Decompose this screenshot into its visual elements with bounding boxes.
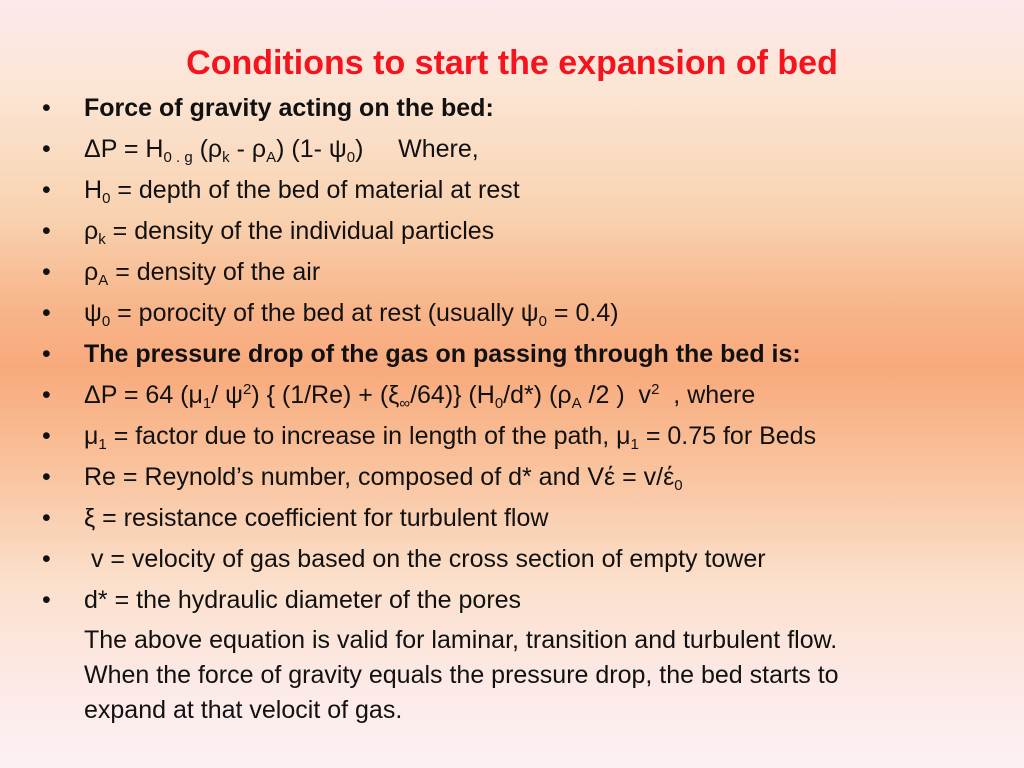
bullet-icon: • <box>42 94 51 122</box>
paragraph-line: expand at that velocit of gas. <box>84 696 403 724</box>
conclusion-paragraph <box>84 623 1004 728</box>
bullet-text: $\rho_k$ = density of the individual particles <box>84 217 495 248</box>
bullet-icon: • <box>42 135 51 163</box>
bullet-icon: • <box>42 299 51 327</box>
bullet-text: ξ = resistance coefficient for turbulent flow <box>84 504 549 532</box>
bullet-text: Re = Reynold’s number, composed of d* and $Vέ = v/έ_0$ <box>84 463 683 494</box>
bullet-text: Force of gravity acting on the bed: <box>84 94 494 122</box>
bullet-text: $\Delta P = H_{0 . g}$ $(\rho_k - \rho_A)$ (1- $\psi_0$) Where, <box>84 135 479 166</box>
bullet-text: ΔP = 64 ($\mu_1/$ $\psi^2$) { $(1/Re) + (\xi_\infty/64)$} $(H_0/d*)$ ($\rho_A$ /2 ) $v^2$ , where <box>84 381 756 412</box>
bullet-icon: • <box>42 176 51 204</box>
bullet-text: $H_0$ = depth of the bed of material at rest <box>84 176 520 207</box>
bullet-text: $\rho_A$ = density of the air <box>84 258 321 289</box>
bullet-icon: • <box>42 217 51 245</box>
paragraph-line: The above equation is valid for laminar, transition and turbulent flow. <box>84 626 838 654</box>
slide-title: Conditions to start the expansion of bed <box>186 44 838 82</box>
paragraph-line: When the force of gravity equals the pressure drop, the bed starts to <box>84 661 839 689</box>
bullet-icon: • <box>42 340 51 368</box>
bullet-icon: • <box>42 463 51 491</box>
bullet-icon: • <box>42 258 51 286</box>
bullet-text: The pressure drop of the gas on passing through the bed is: <box>84 340 801 368</box>
bullet-icon: • <box>42 381 51 409</box>
bullet-text: $\mu_1$ = factor due to increase in length of the path, $\mu_1 = 0.75$ for Beds <box>84 422 817 453</box>
bullet-icon: • <box>42 422 51 450</box>
bullet-icon: • <box>42 586 51 614</box>
bullet-text: d* = the hydraulic diameter of the pores <box>84 586 522 614</box>
bullet-text: v = velocity of gas based on the cross section of empty tower <box>84 545 766 573</box>
bullet-text: $\psi_0$ = porocity of the bed at rest (usually $\psi_0 = 0.4$) <box>84 299 619 330</box>
bullet-icon: • <box>42 504 51 532</box>
bullet-icon: • <box>42 545 51 573</box>
